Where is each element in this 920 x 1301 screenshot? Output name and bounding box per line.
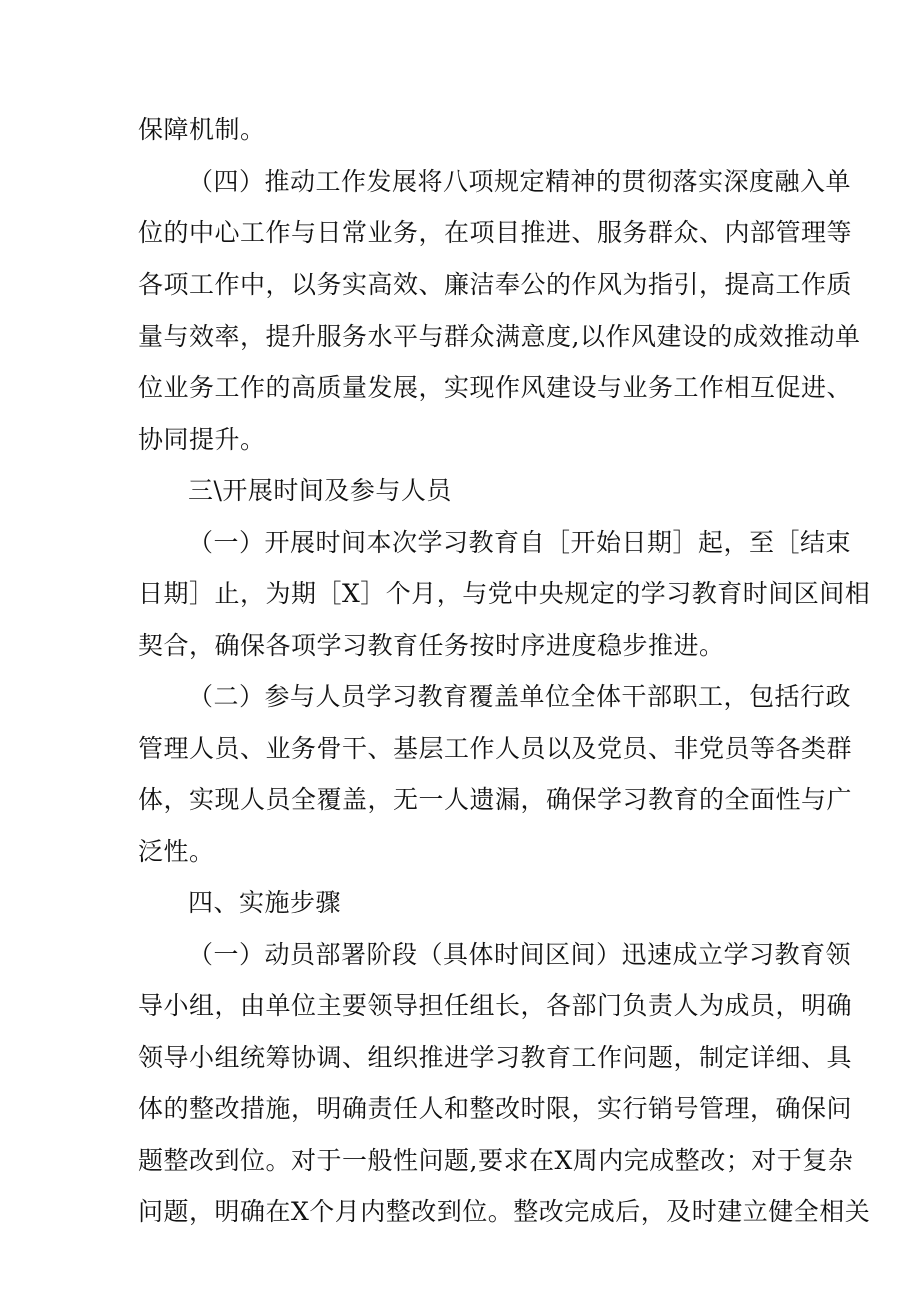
paragraph-heading-line: （二）参与人员学习教育覆盖单位全体干部职工，包括行政 — [188, 682, 852, 711]
body-text-line: 管理人员、业务骨干、基层工作人员以及党员、非党员等各类群 — [138, 734, 853, 763]
body-text-line: 泛性。 — [138, 837, 215, 866]
body-text-line: 保障机制。 — [138, 115, 266, 144]
body-text-line: 位的中心工作与日常业务，在项目推进、服务群众、内部管理等 — [138, 218, 853, 247]
body-text-line: 问题，明确在X个月内整改到位。整改完成后，及时建立健全相关 — [138, 1197, 871, 1226]
body-text-line: 导小组，由单位主要领导担任组长，各部门负责人为成员，明确 — [138, 991, 853, 1020]
section-heading: 四、实施步骤 — [188, 888, 342, 917]
paragraph-heading-line: （一）开展时间本次学习教育自［开始日期］起，至［结束 — [188, 528, 852, 557]
body-text-line: 协同提升。 — [138, 425, 266, 454]
body-text-line: 各项工作中，以务实高效、廉洁奉公的作风为指引，提高工作质 — [138, 270, 853, 299]
body-text-line: 体，实现人员全覆盖，无一人遗漏，确保学习教育的全面性与广 — [138, 785, 853, 814]
body-text-line: 日期］止，为期［X］个月，与党中央规定的学习教育时间区间相 — [138, 579, 871, 608]
body-text-line: 体的整改措施，明确责任人和整改时限，实行销号管理，确保问 — [138, 1094, 853, 1123]
body-text-line: 量与效率，提升服务水平与群众满意度,以作风建设的成效推动单 — [138, 322, 861, 351]
paragraph-heading-line: （四）推动工作发展将八项规定精神的贯彻落实深度融入单 — [188, 167, 852, 196]
body-text-line: 位业务工作的高质量发展，实现作风建设与业务工作相互促进、 — [138, 373, 853, 402]
paragraph-heading-line: （一）动员部署阶段（具体时间区间）迅速成立学习教育领 — [188, 940, 852, 969]
body-text-line: 契合，确保各项学习教育任务按时序进度稳步推进。 — [138, 631, 725, 660]
body-text-line: 题整改到位。对于一般性问题,要求在X周内完成整改；对于复杂 — [138, 1146, 854, 1175]
body-text-line: 领导小组统筹协调、组织推进学习教育工作问题，制定详细、具 — [138, 1043, 853, 1072]
section-heading: 三\开展时间及参与人员 — [188, 476, 452, 505]
